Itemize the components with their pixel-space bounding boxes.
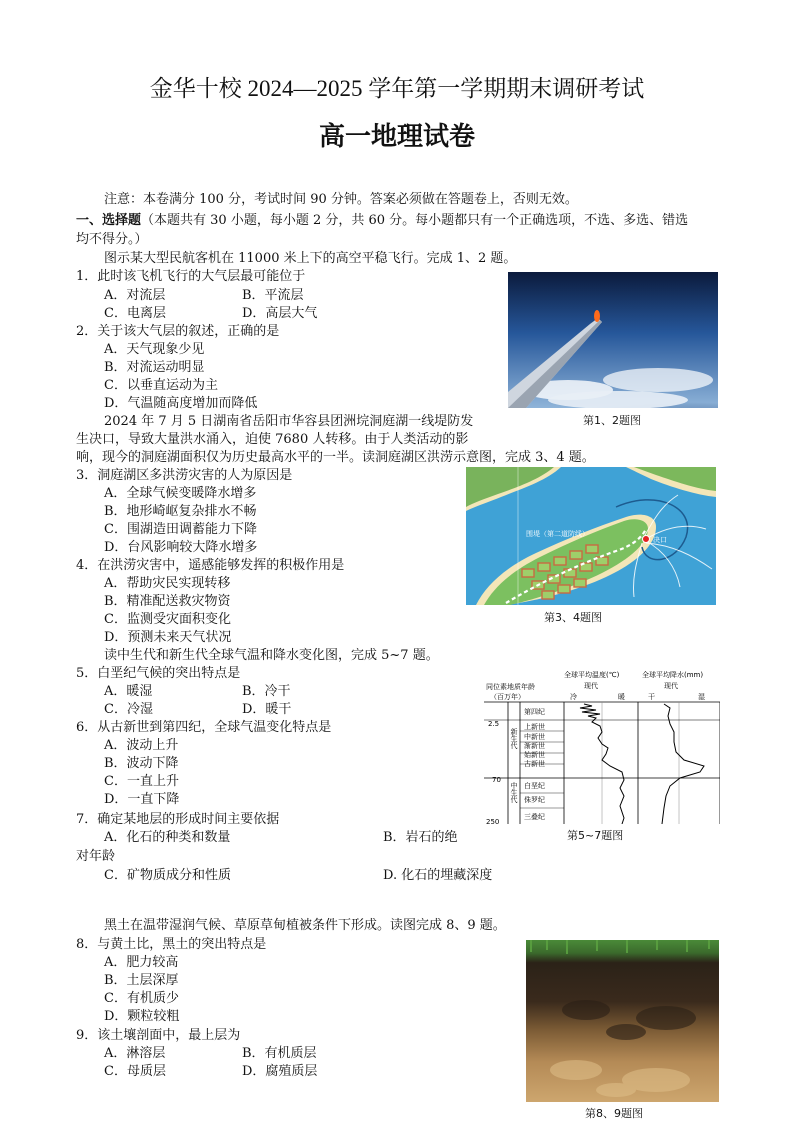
age-2-5: 2.5	[488, 720, 500, 728]
exam-title: 金华十校 2024—2025 学年第一学期期末调研考试	[149, 76, 645, 101]
section-rule-line2: 均不得分。）	[76, 232, 148, 247]
q4-stem: 4．在洪涝灾害中，遥感能够发挥的积极作用是	[76, 558, 345, 573]
soil-profile-photo	[526, 940, 719, 1102]
q9-option-c: C．母质层	[104, 1064, 166, 1079]
q4-option-b: B．精准配送救灾物资	[104, 594, 231, 609]
present-right: 现代	[664, 682, 678, 690]
caption-figure-2: 第3、4题图	[544, 611, 602, 624]
warm-label: 暖	[618, 693, 625, 701]
q6-option-b: B．波动下降	[104, 756, 179, 771]
q2-option-d: D．气温随高度增加而降低	[104, 396, 258, 411]
q7-option-d: D. 化石的埋藏深度	[383, 868, 493, 883]
q5-option-a: A．暖湿	[104, 684, 153, 699]
q1-stem: 1．此时该飞机飞行的大气层最可能位于	[76, 269, 306, 284]
q3-option-a: A．全球气候变暖降水增多	[104, 486, 257, 501]
q6-option-a: A．波动上升	[104, 738, 179, 753]
q5-option-b: B．冷干	[242, 684, 291, 699]
q2-stem: 2．关于该大气层的叙述，正确的是	[76, 324, 280, 339]
q7-stem: 7．确定某地层的形成时间主要依据	[76, 812, 280, 827]
q7-option-b-line1: B．岩石的绝	[383, 830, 458, 845]
age-250: 250	[486, 818, 500, 824]
q5-stem: 5．白垩纪气候的突出特点是	[76, 666, 241, 681]
era-mesozoic: 中生代	[510, 782, 518, 803]
q2-option-c: C．以垂直运动为主	[104, 378, 218, 393]
period-label: 上新世	[524, 723, 545, 731]
intro-q3-q4-line3: 响，现今的洞庭湖面积仅为历史最高水平的一半。读洞庭湖区洪涝示意图，完成 3、4 题。	[76, 450, 595, 465]
q8-option-c: C．有机质少	[104, 991, 179, 1006]
q7-option-c: C．矿物质成分和性质	[104, 868, 231, 883]
col-header-line1: 同位素地质年龄	[486, 683, 535, 691]
period-label: 中新世	[524, 733, 545, 741]
age-70: 70	[492, 776, 501, 784]
intro-q3-q4-line1: 2024 年 7 月 5 日湖南省岳阳市华容县团洲垸洞庭湖一线堤防发	[104, 414, 474, 429]
q7-option-a: A．化石的种类和数量	[104, 830, 231, 845]
geologic-climate-chart	[484, 668, 720, 824]
q3-option-d: D．台风影响较大降水增多	[104, 540, 258, 555]
q8-option-a: A．肥力较高	[104, 955, 179, 970]
q7-option-b-line2: 对年龄	[76, 849, 116, 864]
dike-label: 围堤（第二道防线）	[526, 530, 589, 538]
airplane-wing-photo	[508, 272, 718, 408]
figure-soil-profile	[526, 940, 719, 1102]
period-label: 三叠纪	[524, 813, 545, 821]
era-cenozoic: 新生代	[510, 728, 518, 749]
q3-option-c: C．围湖造田调蓄能力下降	[104, 522, 257, 537]
precip-header: 全球平均降水(mm)	[642, 671, 704, 679]
q1-option-b: B．平流层	[242, 288, 304, 303]
q8-stem: 8．与黄土比，黑土的突出特点是	[76, 937, 267, 952]
q8-option-b: B．土层深厚	[104, 973, 179, 988]
intro-q8-q9: 黑土在温带湿润气候、草原草甸植被条件下形成。读图完成 8、9 题。	[104, 918, 506, 933]
col-header-line2: （百万年）	[490, 693, 525, 701]
period-label: 第四纪	[524, 708, 545, 716]
q2-option-a: A．天气现象少见	[104, 342, 205, 357]
intro-q1-q2: 图示某大型民航客机在 11000 米上下的高空平稳飞行。完成 1、2 题。	[104, 251, 517, 266]
figure-geologic-climate-chart	[484, 668, 720, 824]
period-label: 古新世	[524, 760, 545, 768]
section-rule-a: （本题共有 30 小题，每小题 2 分，共 60 分。每小题都只有一个正确选项，不选、多选、错选	[141, 213, 689, 228]
q1-option-a: A．对流层	[104, 288, 166, 303]
dry-label: 干	[648, 693, 655, 701]
q3-stem: 3．洞庭湖区多洪涝灾害的人为原因是	[76, 468, 293, 483]
intro-q5-q7: 读中生代和新生代全球气温和降水变化图，完成 5~7 题。	[104, 648, 439, 663]
q8-option-d: D．颗粒较粗	[104, 1009, 180, 1024]
q5-option-c: C．冷湿	[104, 702, 153, 717]
caption-figure-3: 第5~7题图	[567, 829, 624, 842]
q9-option-a: A．淋溶层	[104, 1046, 166, 1061]
q1-option-d: D．高层大气	[242, 306, 318, 321]
caption-figure-1: 第1、2题图	[583, 414, 641, 427]
wet-label: 湿	[698, 693, 705, 701]
cold-label: 冷	[570, 693, 577, 701]
period-label: 侏罗纪	[524, 796, 545, 804]
present-left: 现代	[584, 682, 598, 690]
q4-option-d: D．预测未来天气状况	[104, 630, 232, 645]
notice-text: 注意：本卷满分 100 分，考试时间 90 分钟。答案必须做在答题卷上，否则无效。	[104, 192, 578, 207]
q3-option-b: B．地形崎岖复杂排水不畅	[104, 504, 257, 519]
q2-option-b: B．对流运动明显	[104, 360, 205, 375]
q5-option-d: D．暖干	[242, 702, 292, 717]
section-rule-line1	[76, 212, 688, 230]
breach-label: 决口	[653, 536, 667, 544]
q6-stem: 6．从古新世到第四纪，全球气温变化特点是	[76, 720, 332, 735]
q1-option-c: C．电离层	[104, 306, 166, 321]
exam-subtitle: 高一地理试卷	[318, 122, 475, 152]
q9-option-d: D．腐殖质层	[242, 1064, 318, 1079]
period-label: 渐新世	[524, 742, 545, 750]
figure-flood-map	[466, 467, 716, 605]
figure-airplane-wing	[508, 272, 718, 408]
section-heading: 一、选择题	[76, 213, 142, 228]
q6-option-d: D．一直下降	[104, 792, 180, 807]
intro-q3-q4-line2: 生决口，导致大量洪水涌入，迫使 7680 人转移。由于人类活动的影	[76, 432, 469, 447]
caption-figure-4: 第8、9题图	[585, 1107, 643, 1120]
q6-option-c: C．一直上升	[104, 774, 179, 789]
period-label: 始新世	[524, 751, 545, 759]
period-label: 白垩纪	[524, 782, 545, 790]
flood-map	[466, 467, 716, 605]
q4-option-a: A．帮助灾民实现转移	[104, 576, 231, 591]
temp-header: 全球平均温度(℃)	[564, 671, 620, 679]
q9-option-b: B．有机质层	[242, 1046, 317, 1061]
q4-option-c: C．监测受灾面积变化	[104, 612, 231, 627]
q9-stem: 9．该土壤剖面中，最上层为	[76, 1028, 241, 1043]
